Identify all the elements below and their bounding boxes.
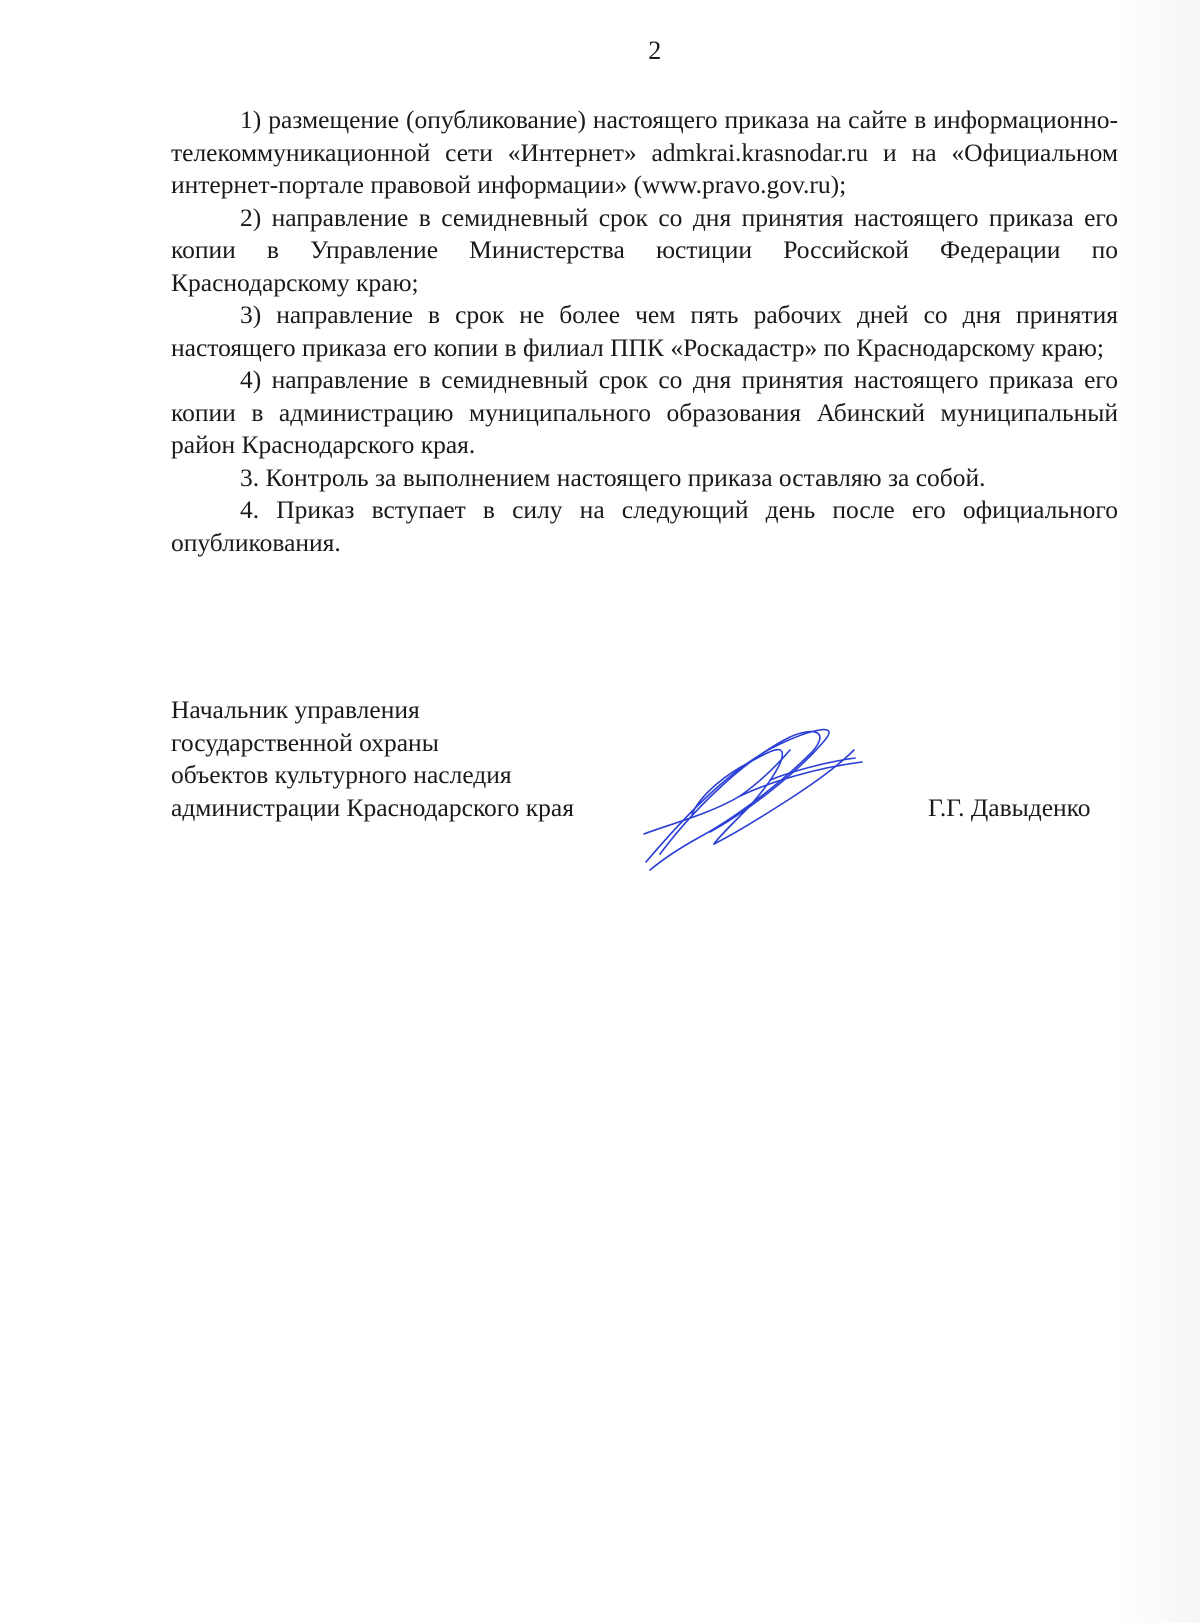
- position-line: Начальник управления: [171, 695, 420, 724]
- position-line: администрации Краснодарского края: [171, 792, 574, 822]
- document-body: [171, 104, 1118, 559]
- position-line: государственной охраны: [171, 727, 439, 757]
- paragraph-roskadastr: 3) направление в срок не более чем пять рабочих дней со дня принятия настоящего приказа его копии в филиал ППК «Роскадастр» по Краснодарскому краю;: [171, 300, 1118, 362]
- position-line: объектов культурного наследия: [171, 760, 512, 789]
- handwritten-signature: [640, 722, 890, 872]
- paragraph-publication: 1) размещение (опубликование) настоящего приказа на сайте в информационно-телекоммуникационной сети «Интернет» admkrai.krasnodar.ru и на «Официальном интернет-портале правовой информации» (www.pravo.gov.ru);: [171, 105, 1118, 199]
- signer-name: Г.Г. Давыденко: [928, 793, 1091, 822]
- paragraph-ministry-justice: 2) направление в семидневный срок со дня принятия настоящего приказа его копии в Управление Министерства юстиции Российской Федерации по Краснодарскому краю;: [171, 202, 1118, 297]
- paragraph-control: 3. Контроль за выполнением настоящего приказа оставляю за собой.: [240, 462, 986, 492]
- signer-position: [171, 694, 574, 824]
- paragraph-effective-date: 4. Приказ вступает в силу на следующий день после его официального опубликования.: [171, 495, 1118, 557]
- paragraph-municipal-administration: 4) направление в семидневный срок со дня принятия настоящего приказа его копии в администрацию муниципального образования Абинский муниципальный район Краснодарского края.: [171, 365, 1118, 459]
- page-number: 2: [648, 36, 662, 65]
